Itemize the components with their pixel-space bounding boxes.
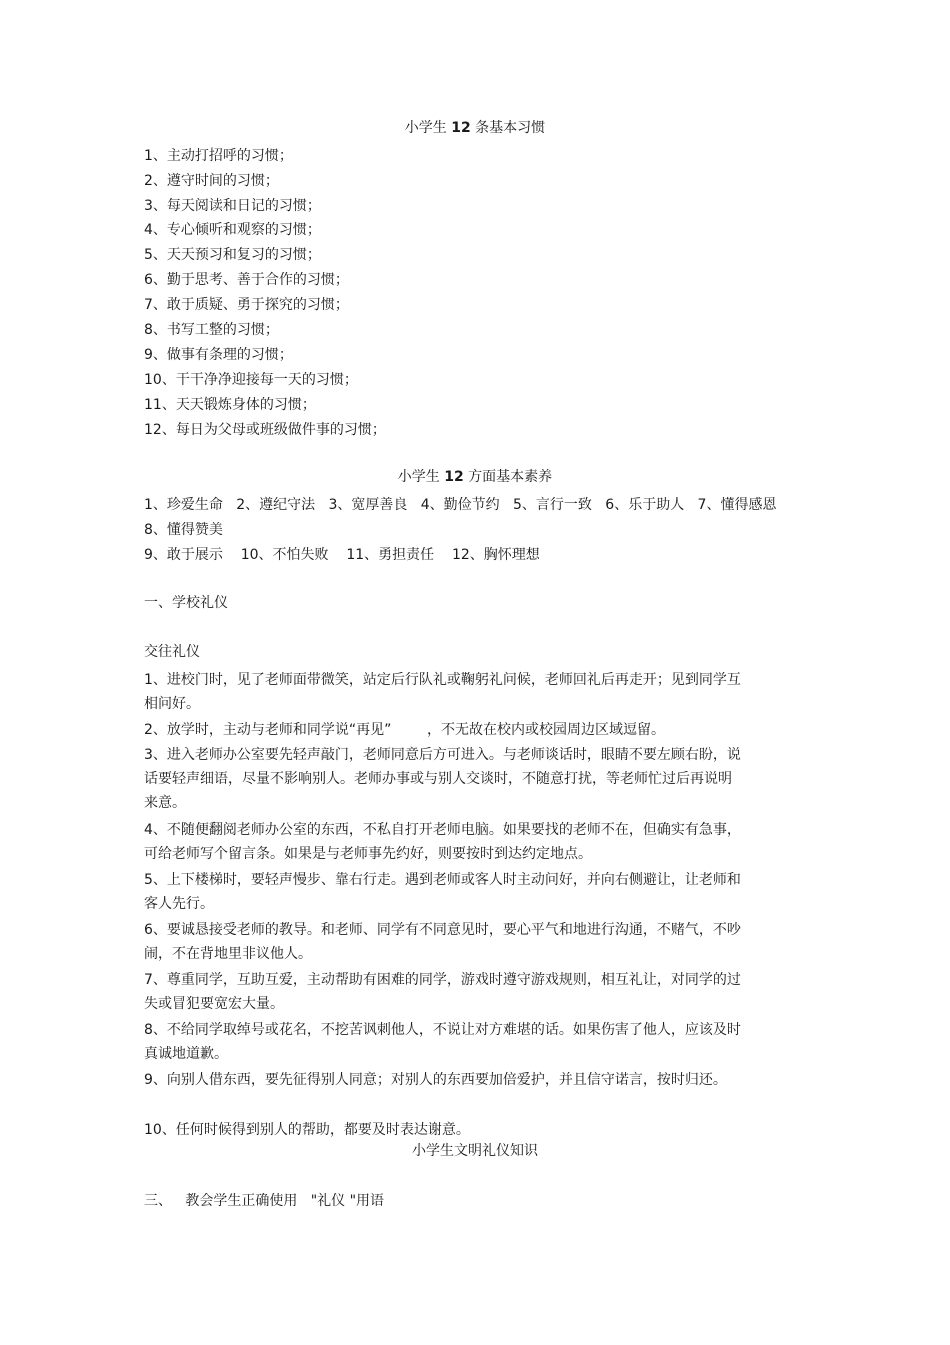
habits-title (0, 118, 950, 138)
qualities-title-number: 12 (444, 469, 464, 485)
knowledge-title: 小学生文明礼仪知识 (412, 1143, 538, 1159)
section-heading-school: 一、学校礼仪 (144, 595, 228, 611)
habit-item: 2、遵守时间的习惯； (144, 173, 279, 189)
etiquette-item: 6、要诚恳接受老师的教导。和老师、同学有不同意见时，要心平气和地进行沟通，不赌气，不吵闹，不在背地里非议他人。 (144, 922, 741, 962)
qualities-line: 1、珍爱生命 2、遵纪守法 3、宽厚善良 4、勤俭节约 5、言行一致 6、乐于助人 7、懂得感恩 (144, 497, 777, 513)
etiquette-item: 4、不随便翻阅老师办公室的东西，不私自打开老师电脑。如果要找的老师不在，但确实有急事，可给老师写个留言条。如果是与老师事先约好，则要按时到达约定地点。 (144, 822, 741, 862)
habit-item: 5、天天预习和复习的习惯； (144, 247, 321, 263)
etiquette-item: 8、不给同学取绰号或花名，不挖苦讽刺他人，不说让对方难堪的话。如果伤害了他人，应该及时真诚地道歉。 (144, 1022, 741, 1062)
habit-item: 4、专心倾听和观察的习惯； (144, 222, 321, 238)
etiquette-item: 7、尊重同学，互助互爱，主动帮助有困难的同学，游戏时遵守游戏规则，相互礼让，对同学的过失或冒犯要宽宏大量。 (144, 972, 741, 1012)
subheading-interaction: 交往礼仪 (144, 644, 200, 660)
habits-title-suffix: 条基本习惯 (470, 120, 546, 136)
etiquette-item: 3、进入老师办公室要先轻声敲门，老师同意后方可进入。与老师谈话时，眼睛不要左顾右盼，说话要轻声细语，尽量不影响别人。老师办事或与别人交谈时，不随意打扰，等老师忙过后再说明来意。 (144, 747, 741, 811)
habit-item: 9、做事有条理的习惯； (144, 347, 293, 363)
habit-item: 1、主动打招呼的习惯； (144, 148, 293, 164)
habits-title-number: 12 (451, 120, 471, 136)
etiquette-item: 9、向别人借东西，要先征得别人同意；对别人的东西要加倍爱护，并且信守诺言，按时归还。 (144, 1072, 727, 1088)
qualities-line: 8、懂得赞美 (144, 522, 223, 538)
qualities-title (0, 467, 950, 487)
habits-title-prefix: 小学生 (404, 120, 452, 136)
qualities-title-prefix: 小学生 (397, 469, 445, 485)
etiquette-item: 2、放学时，主动与老师和同学说“再见” ，不无故在校内或校园周边区域逗留。 (144, 722, 666, 738)
qualities-line: 9、敢于展示 10、不怕失败 11、勇担责任 12、胸怀理想 (144, 547, 540, 563)
habit-item: 6、勤于思考、善于合作的习惯； (144, 272, 349, 288)
section-heading-three: 三、 教会学生正确使用 "礼仪 "用语 (144, 1193, 385, 1209)
habit-item: 8、书写工整的习惯； (144, 322, 279, 338)
habit-item: 7、敢于质疑、勇于探究的习惯； (144, 297, 349, 313)
habit-item: 11、天天锻炼身体的习惯； (144, 397, 316, 413)
etiquette-item: 1、进校门时，见了老师面带微笑，站定后行队礼或鞠躬礼问候，老师回礼后再走开；见到同学互相问好。 (144, 672, 741, 712)
habit-item: 12、每日为父母或班级做件事的习惯； (144, 422, 386, 438)
qualities-title-suffix: 方面基本素养 (463, 469, 553, 485)
etiquette-item: 5、上下楼梯时，要轻声慢步、靠右行走。遇到老师或客人时主动问好，并向右侧避让，让老师和客人先行。 (144, 872, 741, 912)
habit-item: 3、每天阅读和日记的习惯； (144, 198, 321, 214)
habit-item: 10、干干净净迎接每一天的习惯； (144, 372, 358, 388)
etiquette-item: 10、任何时候得到别人的帮助，都要及时表达谢意。 (144, 1122, 470, 1138)
